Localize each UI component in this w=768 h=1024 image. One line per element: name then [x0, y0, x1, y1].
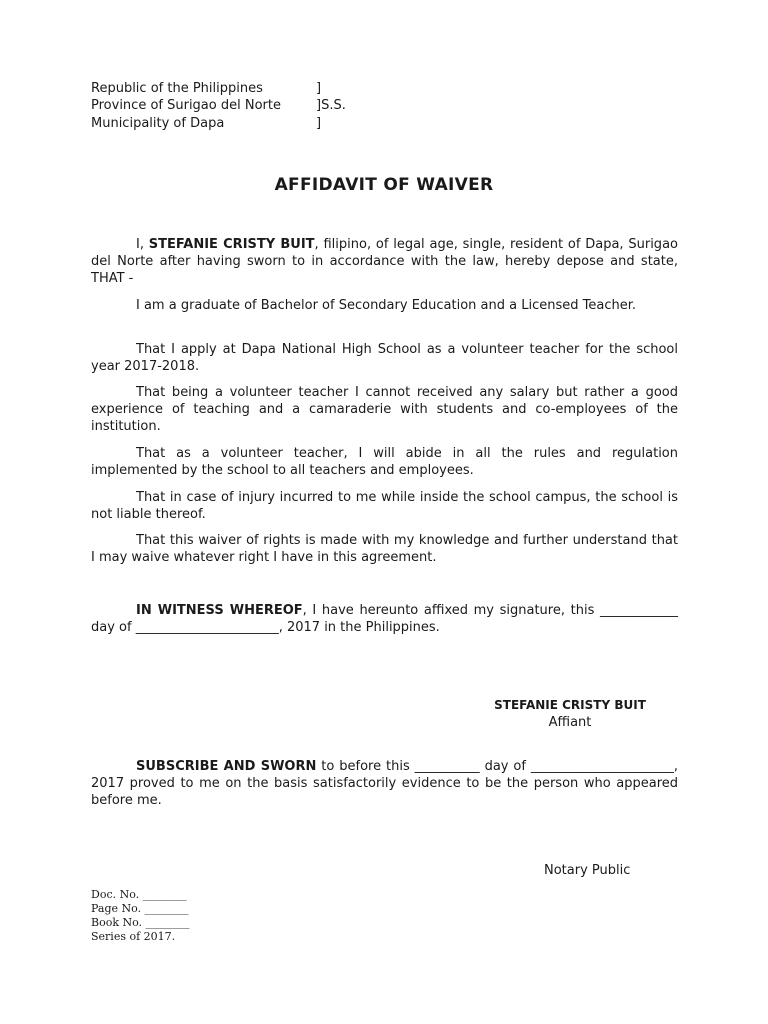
statement-text: I am a graduate of Bachelor of Secondary Education and a Licensed Teacher. [136, 298, 636, 313]
statement-text: That in case of injury incurred to me while inside the school campus, the school is not liable thereof. [91, 490, 678, 522]
caption-line-province [91, 97, 391, 114]
statement-text: That being a volunteer teacher I cannot received any salary but rather a good experience of teaching and a camaraderie with students and co-employees of the institution. [91, 385, 678, 434]
statement-text: That I apply at Dapa National High School as a volunteer teacher for the school year 2017-2018. [91, 342, 678, 374]
jurat-heading: SUBSCRIBE AND SWORN [136, 759, 317, 774]
caption-line-municipality [91, 115, 391, 132]
affiant-name-intro: STEFANIE CRISTY BUIT [148, 237, 315, 252]
page-number: Page No. ________ [91, 902, 189, 915]
caption-bracket-3: ] [316, 116, 322, 131]
statement-text: That this waiver of rights is made with my knowledge and further understand that I may waive whatever right I have in this agreement. [91, 533, 678, 565]
document-title: AFFIDAVIT OF WAIVER [274, 175, 494, 195]
series-year: Series of 2017. [91, 930, 176, 943]
witness-text: , I have hereunto affixed my signature, this ____________ day of ______________________, 2017 in the Philippines. [91, 603, 678, 635]
caption-bracket-ss: ]S.S. [316, 98, 346, 113]
statement-text: That as a volunteer teacher, I will abide in all the rules and regulation implemented by the school to all teachers and employees. [91, 446, 678, 478]
statement-6 [91, 532, 678, 566]
caption-line-republic [91, 80, 391, 97]
notary-public-label: Notary Public [544, 863, 631, 878]
statement-2 [91, 341, 678, 375]
signature-role: Affiant [548, 715, 592, 730]
caption-municipality: Municipality of Dapa [91, 116, 225, 131]
witness-paragraph [91, 602, 678, 636]
statement-5 [91, 489, 678, 523]
book-number: Book No. ________ [91, 916, 190, 929]
jurat-paragraph [91, 758, 678, 809]
signature-name: STEFANIE CRISTY BUIT [494, 698, 646, 712]
intro-paragraph [91, 236, 678, 287]
intro-prefix: I, [136, 237, 149, 252]
statement-4 [91, 445, 678, 479]
statement-3 [91, 384, 678, 435]
doc-number: Doc. No. ________ [91, 888, 187, 901]
caption-province: Province of Surigao del Norte [91, 98, 281, 113]
witness-heading: IN WITNESS WHEREOF [136, 603, 303, 618]
caption-republic: Republic of the Philippines [91, 81, 263, 96]
caption-bracket-1: ] [316, 81, 322, 96]
statement-1 [91, 297, 678, 314]
jurat-text: to before this __________ day of ______________________, 2017 proved to me on the basis satisfactorily evidence to be the person who appeared before me. [91, 759, 678, 808]
intro-rest: , filipino, of legal age, single, resident of Dapa, Surigao del Norte after having sworn to in accordance with the law, hereby depose and state, THAT - [91, 237, 678, 286]
